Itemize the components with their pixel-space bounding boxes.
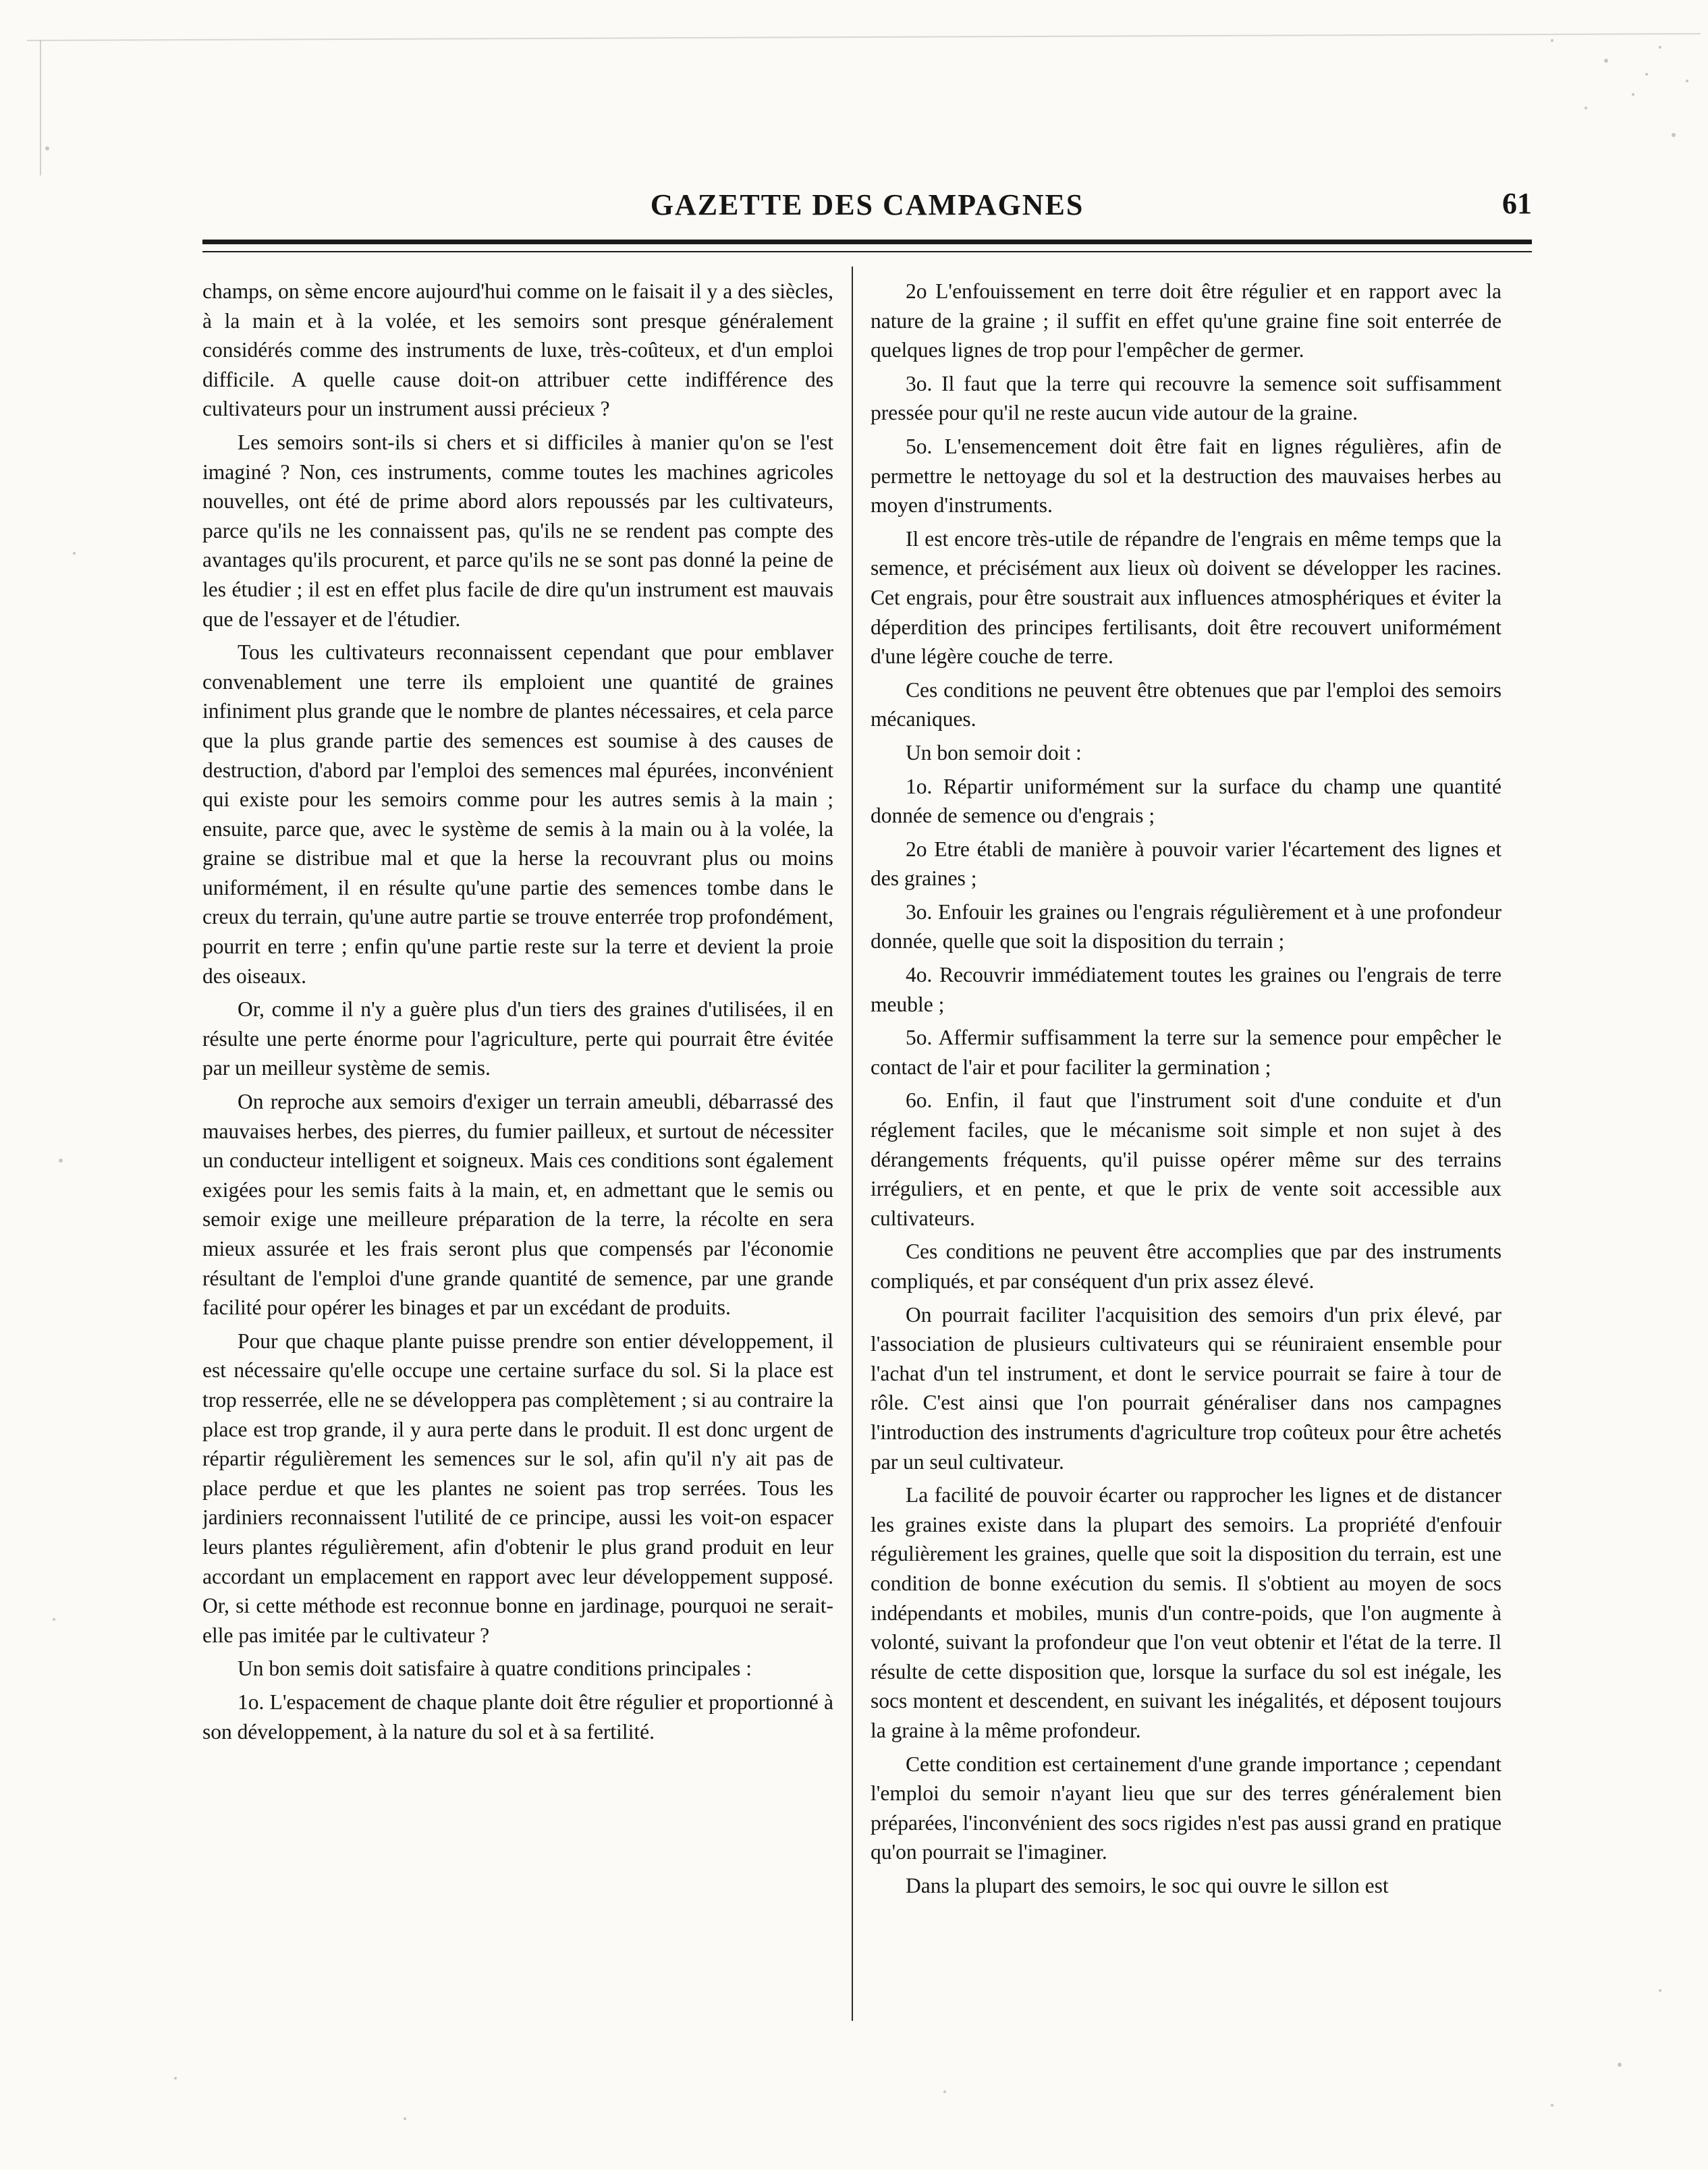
paragraph: 6o. Enfin, il faut que l'instrument soit d'une conduite et d'un réglement faciles, que le mécanisme soit simple et non sujet à des dérangements fréquents, qu'il puisse opérer même sur des terrains irréguliers, et en pente, et que le prix de vente soit accessible aux cultivateurs. [871,1088,1502,1230]
paragraph: La facilité de pouvoir écarter ou rapprocher les lignes et de distancer les graines existe dans la plupart des semoirs. La propriété d'enfouir régulièrement les graines, quelle que soit la disposition du terrain, est une condition de bonne exécution du semis. Il s'obtient au moyen de socs indépendants et mobiles, munis d'un contre-poids, que l'on augmente à volonté, suivant la profondeur que l'on veut obtenir et l'état de la terre. Il résulte de cette disposition que, lorsque la surface du sol est inégale, les socs montent et descendent, en suivant les inégalités, et déposent toujours la graine à la même profondeur. [871,1483,1502,1742]
paragraph: Les semoirs sont-ils si chers et si difficiles à manier qu'on se l'est imaginé ? Non, ces instruments, comme toutes les machines agricoles nouvelles, ont été de prime abord alors repoussés par les cultivateurs, parce qu'ils ne les connaissent pas, qu'ils ne se rendent pas compte des avantages qu'ils procurent, et parce qu'ils ne se sont pas donné la peine de les étudier ; il est en effet plus facile de dire qu'un instrument est mauvais que de l'essayer et de l'étudier. [202,430,833,631]
running-header [202,182,1532,229]
paragraph: 3o. Il faut que la terre qui recouvre la semence soit suffisamment pressée pour qu'il ne reste aucun vide autour de la graine. [871,371,1502,425]
header-rule-thin [202,251,1532,252]
paragraph: Cette condition est certainement d'une grande importance ; cependant l'emploi du semoir n'ayant lieu que sur des terres généralement bien préparées, l'inconvénient des socs rigides n'est pas aussi grand en pratique qu'on pourrait se l'imaginer. [871,1752,1502,1864]
paragraph: 1o. L'espacement de chaque plante doit être régulier et proportionné à son développement, à la nature du sol et à sa fertilité. [202,1690,833,1744]
paragraph: 2o Etre établi de manière à pouvoir varier l'écartement des lignes et des graines ; [871,837,1502,891]
header-rule-thick [202,240,1532,244]
paragraph: Pour que chaque plante puisse prendre son entier développement, il est nécessaire qu'elle occupe une certaine surface du sol. Si la place est trop resserrée, elle ne se développera pas complètement ; si au contraire la place est trop grande, il y aura perte dans le produit. Il est donc urgent de répartir régulièrement les semences sur le sol, afin qu'il n'y ait pas de place perdue et que les plantes ne soient pas trop serrées. Tous les jardiniers reconnaissent l'utilité de ce principe, aussi les voit-on espacer leurs plantes régulièrement, afin d'obtenir le plus grand produit en leur accordant un emplacement en rapport avec leur développement supposé. Or, si cette méthode est reconnue bonne en jardinage, pourquoi ne serait-elle pas imitée par le cultivateur ? [202,1329,833,1647]
paragraph: 4o. Recouvrir immédiatement toutes les graines ou l'engrais de terre meuble ; [871,963,1502,1016]
paragraph: 5o. L'ensemencement doit être fait en lignes régulières, afin de permettre le nettoyage du sol et la destruction des mauvaises herbes au moyen d'instruments. [871,434,1502,518]
paragraph: champs, on sème encore aujourd'hui comme on le faisait il y a des siècles, à la main et à la volée, et les semoirs sont presque généralement considérés comme des instruments de luxe, très-coûteux, et d'un emploi difficile. A quelle cause doit-on attribuer cette indifférence des cultivateurs pour un instrument aussi précieux ? [202,279,833,421]
paragraph: Ces conditions ne peuvent être obtenues que par l'emploi des semoirs mécaniques. [871,677,1502,731]
left-column [202,277,833,2018]
paragraph: Il est encore très-utile de répandre de l'engrais en même temps que la semence, et précisément aux lieux où doivent se développer les racines. Cet engrais, pour être soustrait aux influences atmosphériques et éviter la déperdition des principes fertilisants, doit être recouvert uniformément d'une légère couche de terre. [871,526,1502,669]
paragraph: Un bon semoir doit : [906,740,1082,764]
paragraph: 3o. Enfouir les graines ou l'engrais régulièrement et à une profondeur donnée, quelle que soit la disposition du terrain ; [871,899,1502,953]
paragraph: Or, comme il n'y a guère plus d'un tiers des graines d'utilisées, il en résulte une perte énorme pour l'agriculture, perte qui pourrait être évitée par un meilleur système de semis. [202,997,833,1080]
right-column [871,277,1502,2018]
paragraph: On reproche aux semoirs d'exiger un terrain ameubli, débarrassé des mauvaises herbes, des pierres, du fumier pailleux, et surtout de nécessiter un conducteur intelligent et soigneux. Mais ces conditions sont également exigées pour les semis faits à la main, et, en admettant que le semis ou semoir exige une meilleure préparation de la terre, la récolte en sera mieux assurée et les frais seront plus que compensés par l'économie résultant de l'emploi d'une grande quantité de semence, par une grande facilité pour opérer les binages et par un excédant de produits. [202,1090,833,1320]
paragraph: 5o. Affermir suffisamment la terre sur la semence pour empêcher le contact de l'air et pour faciliter la germination ; [871,1026,1502,1079]
periodical-title: GAZETTE DES CAMPAGNES [650,188,1084,221]
paragraph: Tous les cultivateurs reconnaissent cependant que pour emblaver convenablement une terre ils emploient une quantité de graines infiniment plus grande que le nombre de plantes nécessaires, et cela parce que la plus grande partie des semences est soumise à des causes de destruction, d'abord par l'emploi des semences mal épurées, inconvénient qui existe pour les semoirs comme pour les autres semis à la main ; ensuite, parce que, avec le système de semis à la main ou à la volée, la graine se distribue mal et que la herse la recouvrant plus ou moins uniformément, il en résulte qu'une partie des semences tombe dans le creux du terrain, qu'une autre partie se trouve enterrée trop profondément, pourrit en terre ; enfin qu'une partie reste sur la terre et devient la proie des oiseaux. [202,640,833,988]
paragraph: Ces conditions ne peuvent être accomplies que par des instruments compliqués, et par conséquent d'un prix assez élevé. [871,1240,1502,1293]
paragraph: On pourrait faciliter l'acquisition des semoirs d'un prix élevé, par l'association de plusieurs cultivateurs qui se réuniraient ensemble pour l'achat d'un tel instrument, et dont le service pourrait se faire à tour de rôle. C'est ainsi que l'on pourrait généraliser dans nos campagnes l'introduction des instruments d'agriculture trop coûteux pour être achetés par un seul cultivateur. [871,1302,1502,1474]
column-divider [852,267,853,2021]
paragraph: Un bon semis doit satisfaire à quatre conditions principales : [238,1657,752,1681]
page-number: 61 [1502,187,1532,220]
paragraph: Dans la plupart des semoirs, le soc qui ouvre le sillon est [906,1873,1389,1897]
paragraph: 2o L'enfouissement en terre doit être régulier et en rapport avec la nature de la graine ; il suffit en effet qu'une graine fine soit enterrée de quelques lignes de trop pour l'empêcher de germer. [871,279,1502,362]
paragraph: 1o. Répartir uniformément sur la surface du champ une quantité donnée de semence ou d'engrais ; [871,774,1502,828]
